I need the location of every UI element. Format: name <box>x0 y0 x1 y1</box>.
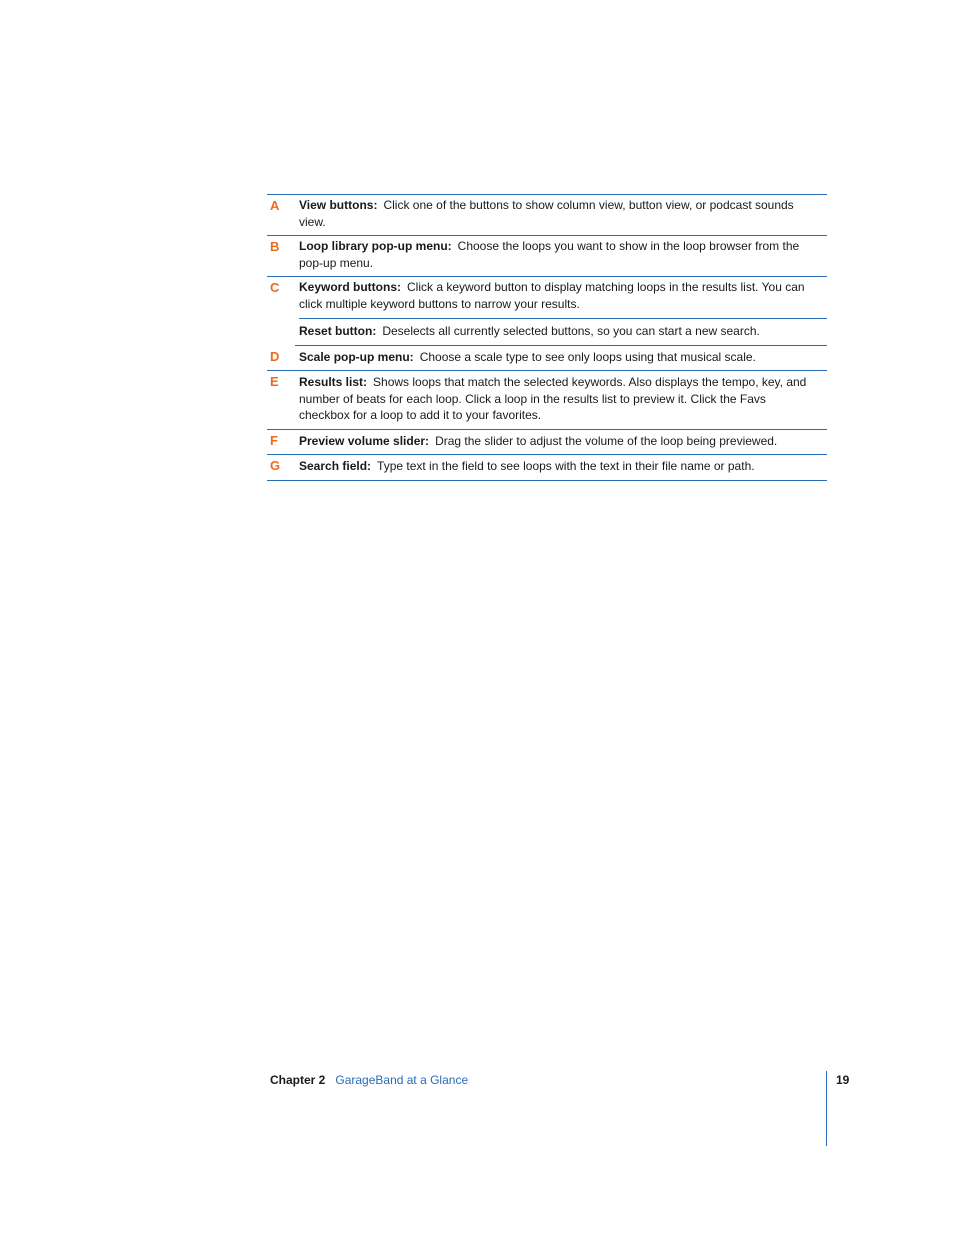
page-number-divider <box>826 1071 827 1146</box>
callout-letter: F <box>270 432 278 448</box>
callout-description <box>299 455 827 480</box>
callout-row-c-reset <box>295 319 827 346</box>
callout-letter: B <box>270 239 280 254</box>
callout-term: Preview volume slider: <box>299 433 430 448</box>
callout-row-d <box>267 346 827 372</box>
callout-text: Shows loops that match the selected keywords. Also displays the tempo, key, and number of beats for each loop. Click a loop in the results list to preview it. Click the Favs checkbox for a loop to add it to your favorites. <box>299 375 807 422</box>
chapter-title-link[interactable]: GarageBand at a Glance <box>335 1073 469 1087</box>
callout-row-f <box>267 430 827 456</box>
callout-letter: E <box>270 374 279 389</box>
callout-letter: D <box>270 348 280 364</box>
page-number: 19 <box>836 1073 850 1087</box>
callout-description <box>299 277 827 319</box>
callout-table <box>267 194 827 481</box>
callout-row-b <box>267 236 827 277</box>
callout-row-g <box>267 455 827 481</box>
callout-letter: A <box>270 198 280 213</box>
callout-term: View buttons: <box>299 198 378 212</box>
callout-text: Choose the loops you want to show in the loop browser from the pop-up menu. <box>299 239 800 270</box>
callout-term: Loop library pop-up menu: <box>299 239 452 253</box>
callout-term: Search field: <box>299 459 372 473</box>
page-footer <box>270 1072 468 1088</box>
callout-term: Scale pop-up menu: <box>299 349 414 364</box>
callout-description <box>299 236 827 276</box>
callout-text: Choose a scale type to see only loops using that musical scale. <box>419 349 756 364</box>
callout-description <box>299 371 827 429</box>
callout-term: Reset button: <box>299 324 377 338</box>
callout-text: Type text in the field to see loops with the text in their file name or path. <box>377 459 755 473</box>
callout-description <box>299 346 827 371</box>
callout-description <box>299 195 827 235</box>
callout-term: Keyword buttons: <box>299 280 401 294</box>
callout-letter: G <box>270 458 281 473</box>
callout-text: Click one of the buttons to show column view, button view, or podcast sounds view. <box>299 198 794 229</box>
callout-row-e <box>267 371 827 430</box>
callout-text: Drag the slider to adjust the volume of the loop being previewed. <box>435 433 778 448</box>
callout-description <box>299 319 827 345</box>
callout-letter: C <box>270 280 280 295</box>
chapter-label: Chapter 2 <box>270 1073 326 1087</box>
callout-text: Click a keyword button to display matching loops in the results list. You can click multiple keyword buttons to narrow your results. <box>299 280 805 311</box>
callout-text: Deselects all currently selected buttons, so you can start a new search. <box>382 324 760 338</box>
callout-row-c <box>267 277 827 319</box>
callout-row-a <box>267 195 827 236</box>
callout-description <box>299 430 827 455</box>
callout-term: Results list: <box>299 375 368 389</box>
